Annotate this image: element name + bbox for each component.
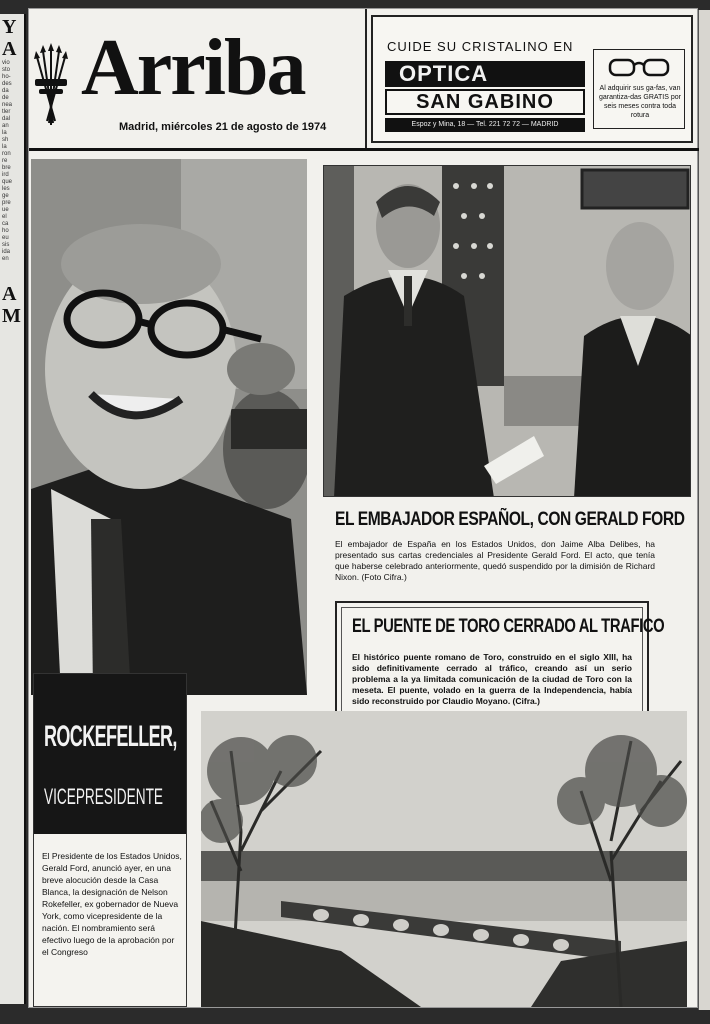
prev-page-letter: A	[2, 283, 17, 305]
prev-page-letter: Y	[2, 16, 17, 38]
prev-page-fragment: ron	[2, 151, 11, 157]
newspaper-page	[28, 8, 698, 1008]
prev-page-fragment: da	[2, 88, 9, 94]
toro-body: El histórico puente romano de Toro, construido en el siglo XIII, ha sido definitivamente cerrado al tráfico, creando así un serio problema a la ya limitada comunicación de la ciudad de Toro con la meseta. El puente, volado en la guerra de la Independencia, había sido reconstruido por Claudio Moyano. (Cifra.)	[352, 652, 632, 706]
ad-brand-line2: SAN GABINO	[385, 89, 585, 115]
prev-page-fragment: ue	[2, 207, 9, 213]
eyeglasses-icon	[608, 56, 670, 78]
previous-page-edge	[0, 14, 26, 1004]
ad-top-line: CUIDE SU CRISTALINO EN	[387, 39, 574, 54]
prev-page-fragment: la	[2, 144, 7, 150]
toro-headline: EL PUENTE DE TORO CERRADO AL TRAFICO	[352, 616, 665, 637]
ford-ambassador-illustration	[324, 166, 691, 497]
ad-guarantee-text: Al adquirir sus ga-fas, van garantiza-das GRATIS por seis meses contra toda rotura	[599, 85, 681, 119]
prev-page-fragment: ge	[2, 193, 9, 199]
prev-page-letter: M	[2, 305, 21, 327]
prev-page-fragment: vio	[2, 60, 10, 66]
embajador-body: El embajador de España en los Estados Unidos, don Jaime Alba Delibes, ha presentado sus cartas credenciales al Presidente Gerald Ford. El acto, que tenía que haberse celebrado anteriormente, quedó suspendido por la dimisión de Richard Nixon. (Foto Cifra.)	[335, 539, 655, 582]
prev-page-fragment: ho-	[2, 74, 11, 80]
prev-page-fragment: ca	[2, 221, 9, 227]
prev-page-fragment: sto	[2, 67, 11, 73]
ad-address: Espoz y Mina, 18 — Tel. 221 72 72 — MADRID	[385, 118, 585, 132]
prev-page-fragment: tler	[2, 109, 11, 115]
embajador-headline: EL EMBAJADOR ESPAÑOL, CON GERALD FORD	[335, 509, 685, 530]
prev-page-fragment: ho	[2, 228, 9, 234]
ford-ambassador-photo	[323, 165, 691, 497]
next-page-edge	[698, 10, 710, 1010]
prev-page-fragment: bre	[2, 165, 11, 171]
prev-page-fragment: des	[2, 81, 12, 87]
prev-page-fragment: ida	[2, 249, 11, 255]
prev-page-fragment: eu	[2, 235, 9, 241]
rockefeller-headline: ROCKEFELLER,	[44, 720, 177, 753]
rockefeller-body: El Presidente de los Estados Unidos, Gerald Ford, anunció ayer, en una breve alocución desde la Casa Blanca, la designación de Nelson Rokefeller, ex gobernador de Nueva York, como vicepresidente de la nación. El nombramiento será efectivo luego de la aprobación por el Congreso	[42, 851, 182, 957]
rockefeller-article-box	[33, 673, 187, 1007]
rockefeller-portrait-illustration	[31, 159, 307, 695]
rockefeller-subheadline: VICEPRESIDENTE	[44, 784, 164, 809]
toro-bridge-illustration	[201, 711, 687, 1007]
prev-page-fragment: an	[2, 123, 9, 129]
prev-page-fragment: en	[2, 256, 9, 262]
prev-page-fragment: que	[2, 179, 13, 185]
prev-page-fragment: les	[2, 186, 10, 192]
toro-bridge-photo	[201, 711, 687, 1007]
optica-advertisement	[371, 15, 693, 143]
ad-side-panel	[593, 49, 685, 129]
rockefeller-headline-panel	[34, 674, 186, 834]
newspaper-title: Arriba	[81, 24, 305, 112]
prev-page-fragment: nea	[2, 102, 13, 108]
prev-page-fragment: dal	[2, 116, 11, 122]
prev-page-fragment: re	[2, 158, 8, 164]
logo-box	[29, 9, 367, 148]
ad-brand-line1: OPTICA	[385, 61, 585, 87]
rockefeller-photo	[31, 159, 307, 695]
masthead	[29, 9, 699, 151]
prev-page-fragment: el	[2, 214, 7, 220]
prev-page-letter: A	[2, 38, 17, 60]
prev-page-fragment: de	[2, 95, 9, 101]
dateline: Madrid, miércoles 21 de agosto de 1974	[119, 121, 327, 133]
yoke-and-arrows-icon	[33, 39, 69, 129]
prev-page-fragment: sis	[2, 242, 10, 248]
prev-page-fragment: la	[2, 130, 7, 136]
toro-article-inner	[341, 607, 665, 715]
prev-page-fragment: pre	[2, 200, 11, 206]
prev-page-fragment: sh	[2, 137, 9, 143]
toro-article-box	[335, 601, 665, 721]
prev-page-fragment: ird	[2, 172, 9, 178]
